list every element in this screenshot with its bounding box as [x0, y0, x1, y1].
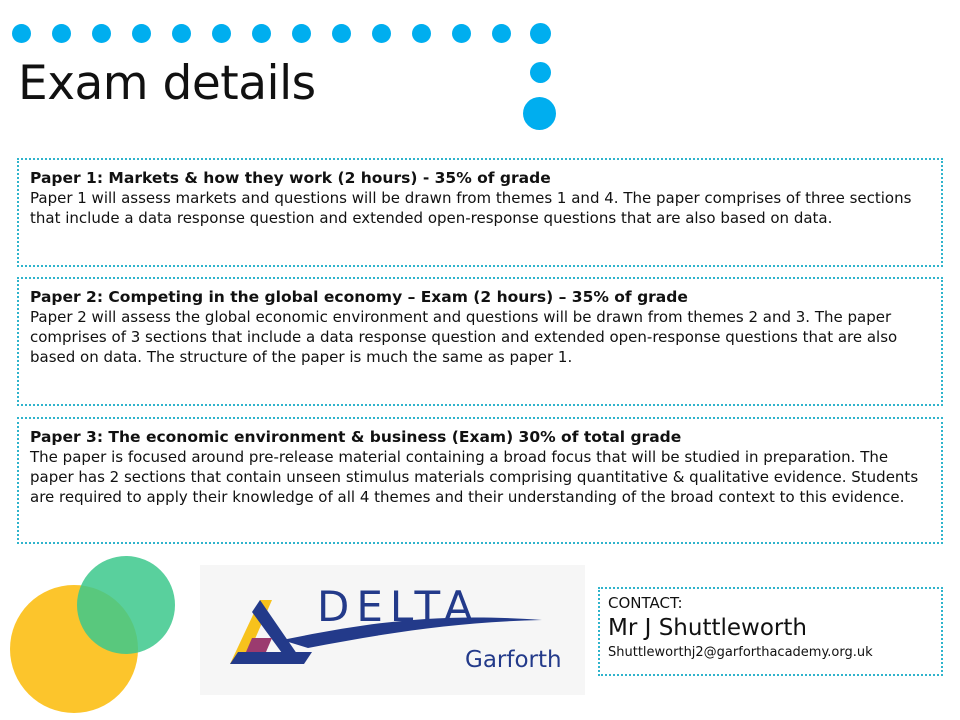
dot — [452, 24, 471, 43]
logo-wordmark: DELTA — [317, 582, 480, 631]
dot — [412, 24, 431, 43]
paper-heading: Paper 3: The economic environment & business (Exam) 30% of total grade — [30, 428, 682, 446]
paper-1-box — [17, 158, 943, 267]
dot — [372, 24, 391, 43]
logo-subtitle: Garforth — [465, 647, 562, 673]
dot — [530, 62, 551, 83]
contact-label: CONTACT: — [608, 594, 683, 612]
dot — [332, 24, 351, 43]
dot — [92, 24, 111, 43]
contact-box — [598, 587, 943, 676]
paper-description: Paper 1 will assess markets and questions will be drawn from themes 1 and 4. The paper comprises of three sections that include a data response question and extended open-response questions that are also based on data. — [30, 189, 912, 227]
dot — [523, 97, 556, 130]
paper-3-box — [17, 417, 943, 544]
dot — [132, 24, 151, 43]
paper-2-box — [17, 277, 943, 406]
paper-description: The paper is focused around pre-release material containing a broad focus that will be studied in preparation. The paper has 2 sections that contain unseen stimulus materials comprising quantitative & qualitative evidence. Students are required to apply their knowledge of all 4 themes and their understanding of the broad context to this evidence. — [30, 448, 919, 506]
dot — [52, 24, 71, 43]
dot — [292, 24, 311, 43]
dot — [252, 24, 271, 43]
paper-description: Paper 2 will assess the global economic environment and questions will be drawn from themes 2 and 3. The paper comprises of 3 sections that include a data response question and extended open-response questions that are also based on data. The structure of the paper is much the same as paper 1. — [30, 308, 898, 366]
paper-heading: Paper 1: Markets & how they work (2 hours) - 35% of grade — [30, 169, 551, 187]
dot — [530, 23, 551, 44]
contact-email: Shuttleworthj2@garforthacademy.org.uk — [608, 645, 873, 660]
dot — [12, 24, 31, 43]
paper-heading: Paper 2: Competing in the global economy – Exam (2 hours) – 35% of grade — [30, 288, 688, 306]
dot — [212, 24, 231, 43]
contact-name: Mr J Shuttleworth — [608, 615, 807, 641]
dot — [172, 24, 191, 43]
page-title: Exam details — [18, 56, 316, 111]
dot — [492, 24, 511, 43]
green-circle — [77, 556, 175, 654]
